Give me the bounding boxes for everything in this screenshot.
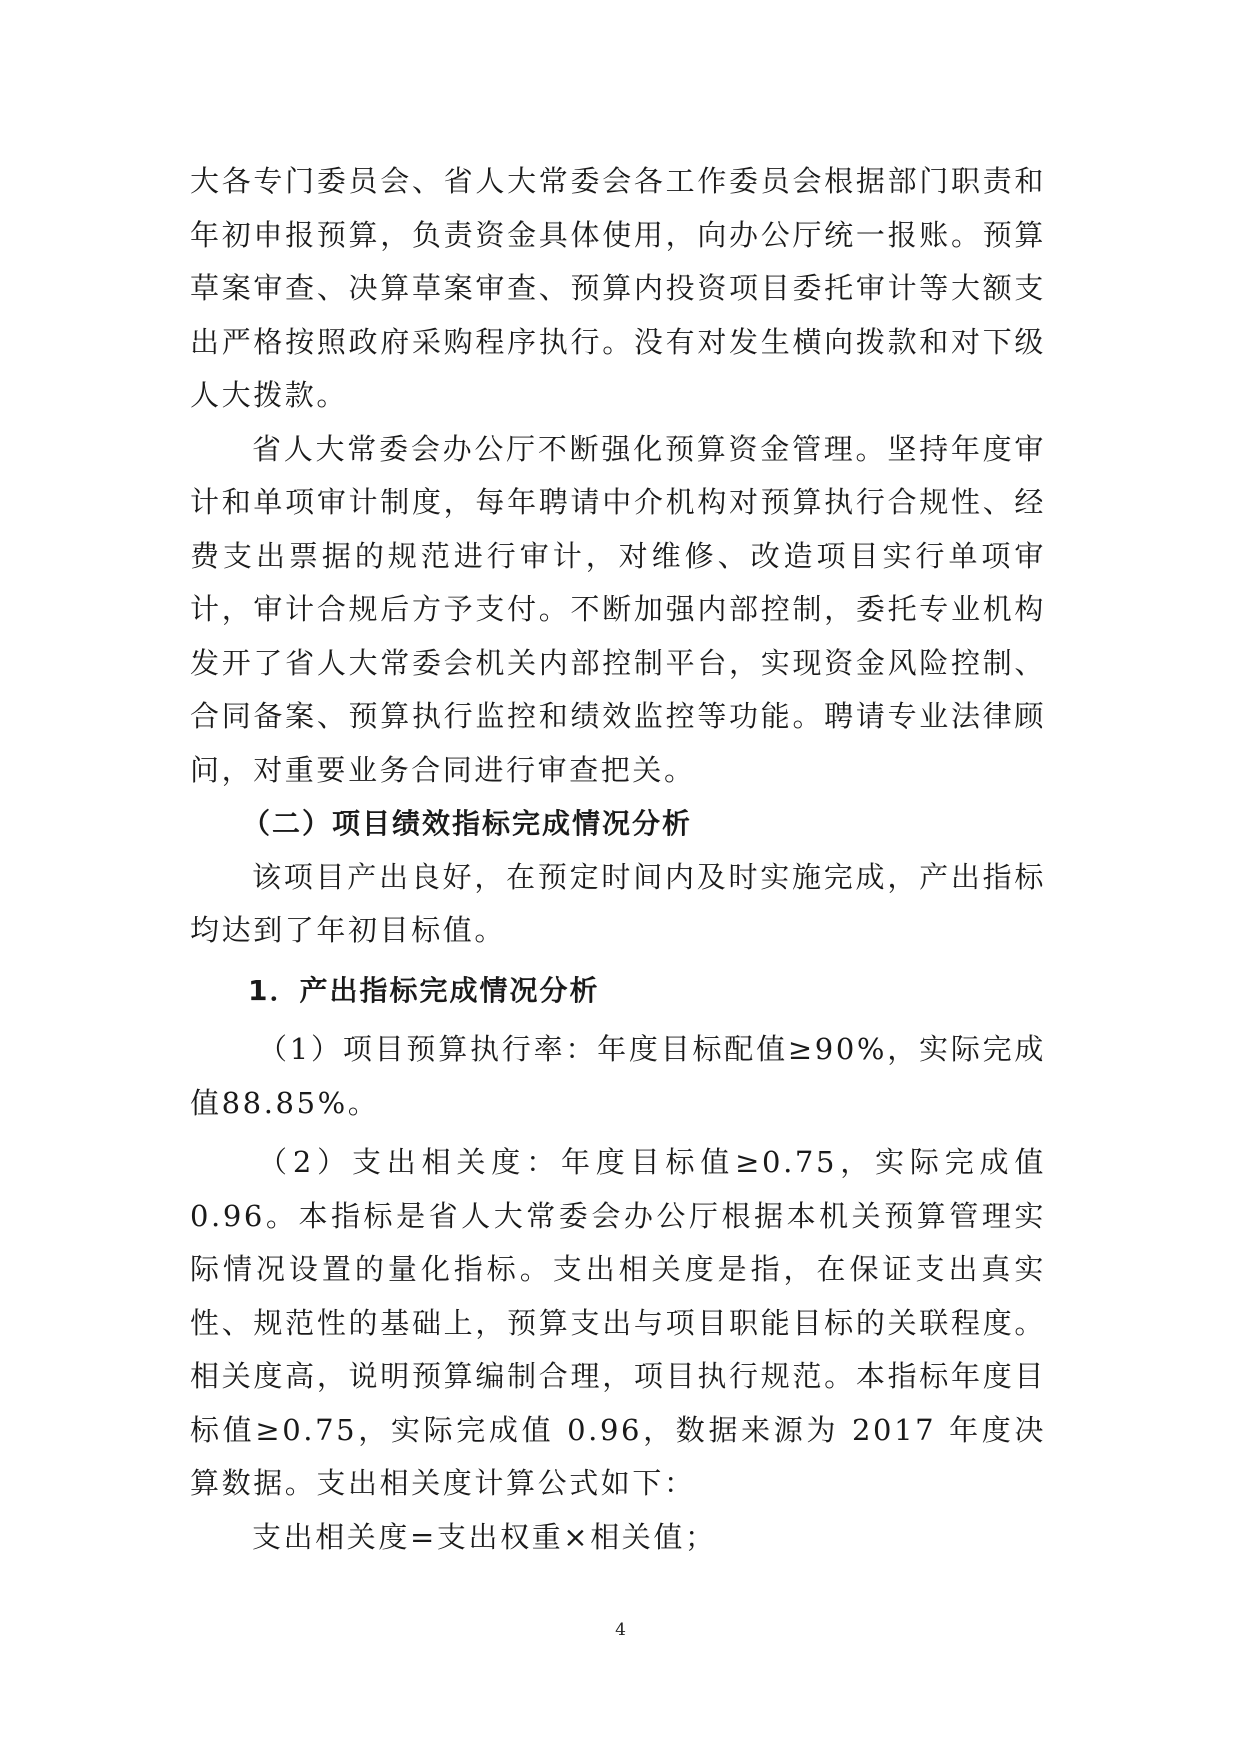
section-heading-performance-analysis: （二）项目绩效指标完成情况分析 (242, 807, 693, 840)
subsection-heading-output-indicators: 1．产出指标完成情况分析 (248, 973, 600, 1007)
paragraph-budget-execution-rate: （1）项目预算执行率：年度目标配值≥90%，实际完成值88.85%。 (190, 1032, 1046, 1120)
paragraph-budget-management: 省人大常委会办公厅不断强化预算资金管理。坚持年度审计和单项审计制度，每年聘请中介机构对预算执行合规性、经费支出票据的规范进行审计，对维修、改造项目实行单项审计，审计合规后方予支付。不断加强内部控制，委托专业机构发开了省人大常委会机关内部控制平台，实现资金风险控制、合同备案、预算执行监控和绩效监控等功能。聘请专业法律顾问，对重要业务合同进行审查把关。 (190, 431, 1046, 787)
paragraph-output-summary: 该项目产出良好，在预定时间内及时实施完成，产出指标均达到了年初目标值。 (190, 859, 1046, 947)
paragraph-continuation: 大各专门委员会、省人大常委会各工作委员会根据部门职责和年初申报预算，负责资金具体使用，向办公厅统一报账。预算草案审查、决算草案审查、预算内投资项目委托审计等大额支出严格按照政府采购程序执行。没有对发生横向拨款和对下级人大拨款。 (190, 164, 1046, 412)
paragraph-expenditure-relevance: （2）支出相关度：年度目标值≥0.75，实际完成值 0.96。本指标是省人大常委会办公厅根据本机关预算管理实际情况设置的量化指标。支出相关度是指，在保证支出真实性、规范性的基础上，预算支出与项目职能目标的关联程度。相关度高，说明预算编制合理，项目执行规范。本指标年度目标值≥0.75，实际完成值 0.96，数据来源为 2017 年度决算数据。支出相关度计算公式如下： (190, 1145, 1046, 1500)
document-body (190, 155, 1046, 1564)
page-number: 4 (615, 1620, 626, 1640)
paragraph-relevance-formula: 支出相关度=支出权重×相关值； (252, 1519, 717, 1554)
